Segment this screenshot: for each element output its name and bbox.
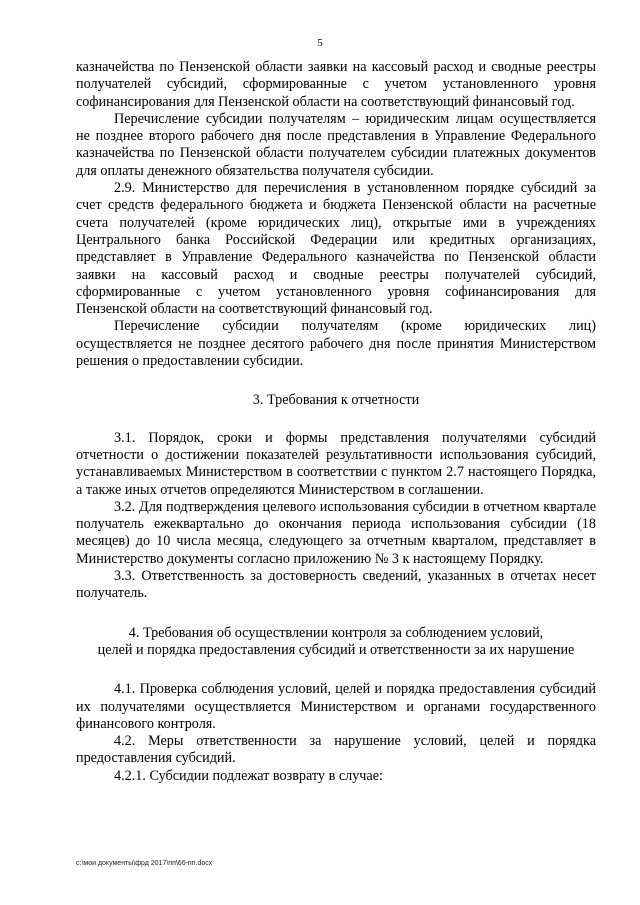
paragraph-3-1: 3.1. Порядок, сроки и формы представления получателями субсидий отчетности о достижении показателей результативности использования субсидий, устанавливаемых Министерством в соответствии с пунктом 2.7 настоящего Порядка, а также иных отчетов определяются Министерством в соглашении. — [76, 429, 596, 498]
paragraph-4-2-1: 4.2.1. Субсидии подлежат возврату в случае: — [114, 767, 383, 784]
paragraph-3-3: 3.3. Ответственность за достоверность сведений, указанных в отчетах несет получатель. — [76, 568, 596, 602]
section-4-heading-line2: целей и порядка предоставления субсидий и ответственности за их нарушение — [97, 641, 575, 658]
page-number: 5 — [317, 37, 323, 49]
paragraph-continuation: казначейства по Пензенской области заявки на кассовый расход и сводные реестры получателей субсидий, сформированные с учетом установленного уровня софинансирования для Пензенской области на соответствующий финансовый год. — [76, 59, 596, 110]
paragraph-2-9: 2.9. Министерство для перечисления в установленном порядке субсидий за счет средств федерального бюджета и бюджета Пензенской области на расчетные счета получателей (кроме юридических лиц), открытые ими в учреждениях Центрального банка Российской Федерации или кредитных организациях, представляет в Управление Федерального казначейства по Пензенской области заявки на кассовый расход и сводные реестры получателей субсидий, сформированные с учетом установленного уровня софинансирования для Пензенской области на соответствующий финансовый год. — [76, 180, 596, 318]
paragraph-3-2: 3.2. Для подтверждения целевого использования субсидии в отчетном квартале получатель ежеквартально до окончания периода использования субсидии (18 месяцев) до 10 числа месяца, следующего за отчетным кварталом, представляет в Министерство документы согласно приложению № 3 к настоящему Порядку. — [76, 498, 596, 567]
paragraph-4-1: 4.1. Проверка соблюдения условий, целей и порядка предоставления субсидий их получателями осуществляется Министерством и органами государственного финансового контроля. — [76, 681, 596, 732]
section-4-heading-line1: 4. Требования об осуществлении контроля за соблюдением условий, — [128, 624, 544, 641]
section-3-heading: 3. Требования к отчетности — [252, 392, 420, 409]
paragraph-transfer-legal-entities: Перечисление субсидии получателям – юридическим лицам осуществляется не позднее второго рабочего дня после представления в Управление Федерального казначейства по Пензенской области получателем субсидии платежных документов для оплаты денежного обязательства получателя субсидии. — [76, 110, 596, 179]
footer-file-path: с:\мои документы\фрд 2017\пп\66-пп.docx — [76, 860, 213, 867]
paragraph-transfer-non-legal: Перечисление субсидии получателям (кроме юридических лиц) осуществляется не позднее десятого рабочего дня после принятия Министерством решения о предоставлении субсидии. — [76, 318, 596, 370]
paragraph-4-2: 4.2. Меры ответственности за нарушение условий, целей и порядка предоставления субсидий. — [76, 733, 596, 767]
document-body — [76, 59, 596, 785]
